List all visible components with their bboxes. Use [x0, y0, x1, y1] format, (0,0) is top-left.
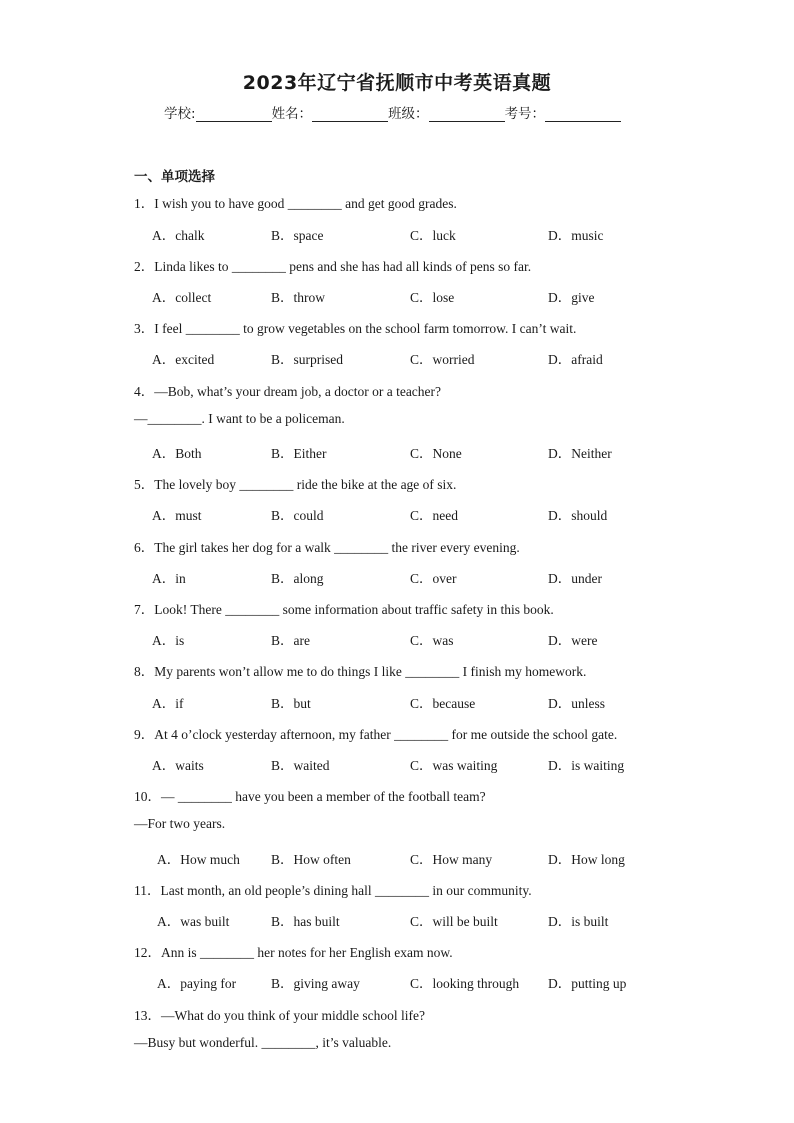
exam-number-label: 考号：	[504, 106, 546, 122]
question-3-stem: 3．I feel ________ to grow vegetables on the school farm tomorrow. I can’t wait.	[134, 321, 577, 336]
question-8-option-a: A．if	[152, 696, 184, 711]
question-1-option-c: C．luck	[410, 228, 456, 243]
name-blank	[312, 107, 388, 122]
question-4-stem: 4．—Bob, what’s your dream job, a doctor or a teacher?	[134, 384, 442, 399]
question-2-option-d: D．give	[548, 290, 595, 305]
class-blank	[429, 107, 505, 122]
question-2-stem: 2．Linda likes to ________ pens and she has had all kinds of pens so far.	[134, 259, 532, 274]
question-4-options	[0, 442, 794, 462]
question-9-option-b: B．waited	[271, 758, 330, 773]
question-12-option-c: C．looking through	[410, 976, 520, 991]
question-8-options	[0, 692, 794, 712]
question-5-option-b: B．could	[271, 508, 324, 523]
question-8-option-b: B．but	[271, 696, 311, 711]
question-11-option-b: B．has built	[271, 914, 340, 929]
question-1-option-b: B．space	[271, 228, 324, 243]
question-4-reply: —________. I want to be a policeman.	[134, 411, 345, 426]
question-10-option-c: C．How many	[410, 852, 493, 867]
question-8-option-d: D．unless	[548, 696, 605, 711]
question-8-option-c: C．because	[410, 696, 476, 711]
question-5-stem: 5．The lovely boy ________ ride the bike at the age of six.	[134, 477, 457, 492]
question-11-option-a: A．was built	[157, 914, 230, 929]
question-12-option-b: B．giving away	[271, 976, 360, 991]
question-12-option-d: D．putting up	[548, 976, 627, 991]
question-5-options	[0, 504, 794, 524]
question-11-option-d: D．is built	[548, 914, 609, 929]
question-13-stem: 13．—What do you think of your middle school life?	[134, 1008, 425, 1023]
question-2-option-a: A．collect	[152, 290, 212, 305]
name-label: 姓名：	[271, 106, 313, 122]
question-8-stem: 8．My parents won’t allow me to do things I like ________ I finish my homework.	[134, 664, 587, 679]
question-6-stem: 6．The girl takes her dog for a walk ________ the river every evening.	[134, 540, 520, 555]
school-label: 学校:	[164, 106, 196, 122]
question-5-option-d: D．should	[548, 508, 608, 523]
question-2-option-c: C．lose	[410, 290, 455, 305]
question-13-reply: —Busy but wonderful. ________, it’s valuable.	[134, 1035, 392, 1050]
question-1-option-d: D．music	[548, 228, 604, 243]
class-label: 班级：	[388, 106, 429, 122]
question-6-options	[0, 567, 794, 587]
school-blank	[196, 107, 272, 122]
question-1-options	[0, 224, 794, 244]
question-7-option-c: C．was	[410, 633, 454, 648]
question-6-option-d: D．under	[548, 571, 602, 586]
question-6-option-b: B．along	[271, 571, 324, 586]
question-10-option-a: A．How much	[157, 852, 240, 867]
question-3-option-a: A．excited	[152, 352, 215, 367]
question-7-options	[0, 629, 794, 649]
question-10-stem: 10．— ________ have you been a member of the football team?	[134, 789, 486, 804]
question-6-option-a: A．in	[152, 571, 186, 586]
question-1-option-a: A．chalk	[152, 228, 205, 243]
question-2-options	[0, 286, 794, 306]
question-6-option-c: C．over	[410, 571, 457, 586]
question-3-options	[0, 348, 794, 368]
question-10-option-b: B．How often	[271, 852, 351, 867]
question-9-options	[0, 754, 794, 774]
question-5-option-a: A．must	[152, 508, 202, 523]
question-4-option-c: C．None	[410, 446, 462, 461]
question-1-stem: 1．I wish you to have good ________ and get good grades.	[134, 196, 457, 211]
question-5-option-c: C．need	[410, 508, 458, 523]
student-info-row	[164, 102, 621, 122]
question-11-stem: 11．Last month, an old people’s dining hall ________ in our community.	[134, 883, 532, 898]
question-4-option-d: D．Neither	[548, 446, 612, 461]
question-9-option-a: A．waits	[152, 758, 204, 773]
question-10-reply: —For two years.	[134, 816, 226, 831]
question-7-option-b: B．are	[271, 633, 310, 648]
question-12-stem: 12．Ann is ________ her notes for her English exam now.	[134, 945, 453, 960]
question-12-options	[0, 972, 794, 992]
exam-number-blank	[545, 107, 621, 122]
question-11-option-c: C．will be built	[410, 914, 498, 929]
question-3-option-d: D．afraid	[548, 352, 603, 367]
question-7-option-a: A．is	[152, 633, 185, 648]
question-3-option-b: B．surprised	[271, 352, 343, 367]
question-4-option-a: A．Both	[152, 446, 202, 461]
question-12-option-a: A．paying for	[157, 976, 237, 991]
question-11-options	[0, 910, 794, 930]
question-2-option-b: B．throw	[271, 290, 325, 305]
question-7-option-d: D．were	[548, 633, 598, 648]
page-title: 2023年辽宁省抚顺市中考英语真题	[242, 72, 552, 94]
question-4-option-b: B．Either	[271, 446, 327, 461]
question-9-option-d: D．is waiting	[548, 758, 625, 773]
section-title: 一、单项选择	[134, 169, 215, 185]
question-9-option-c: C．was waiting	[410, 758, 498, 773]
question-9-stem: 9．At 4 o’clock yesterday afternoon, my father ________ for me outside the school gate.	[134, 727, 618, 742]
question-10-options	[0, 848, 794, 868]
question-3-option-c: C．worried	[410, 352, 475, 367]
question-10-option-d: D．How long	[548, 852, 625, 867]
question-7-stem: 7．Look! There ________ some information about traffic safety in this book.	[134, 602, 554, 617]
